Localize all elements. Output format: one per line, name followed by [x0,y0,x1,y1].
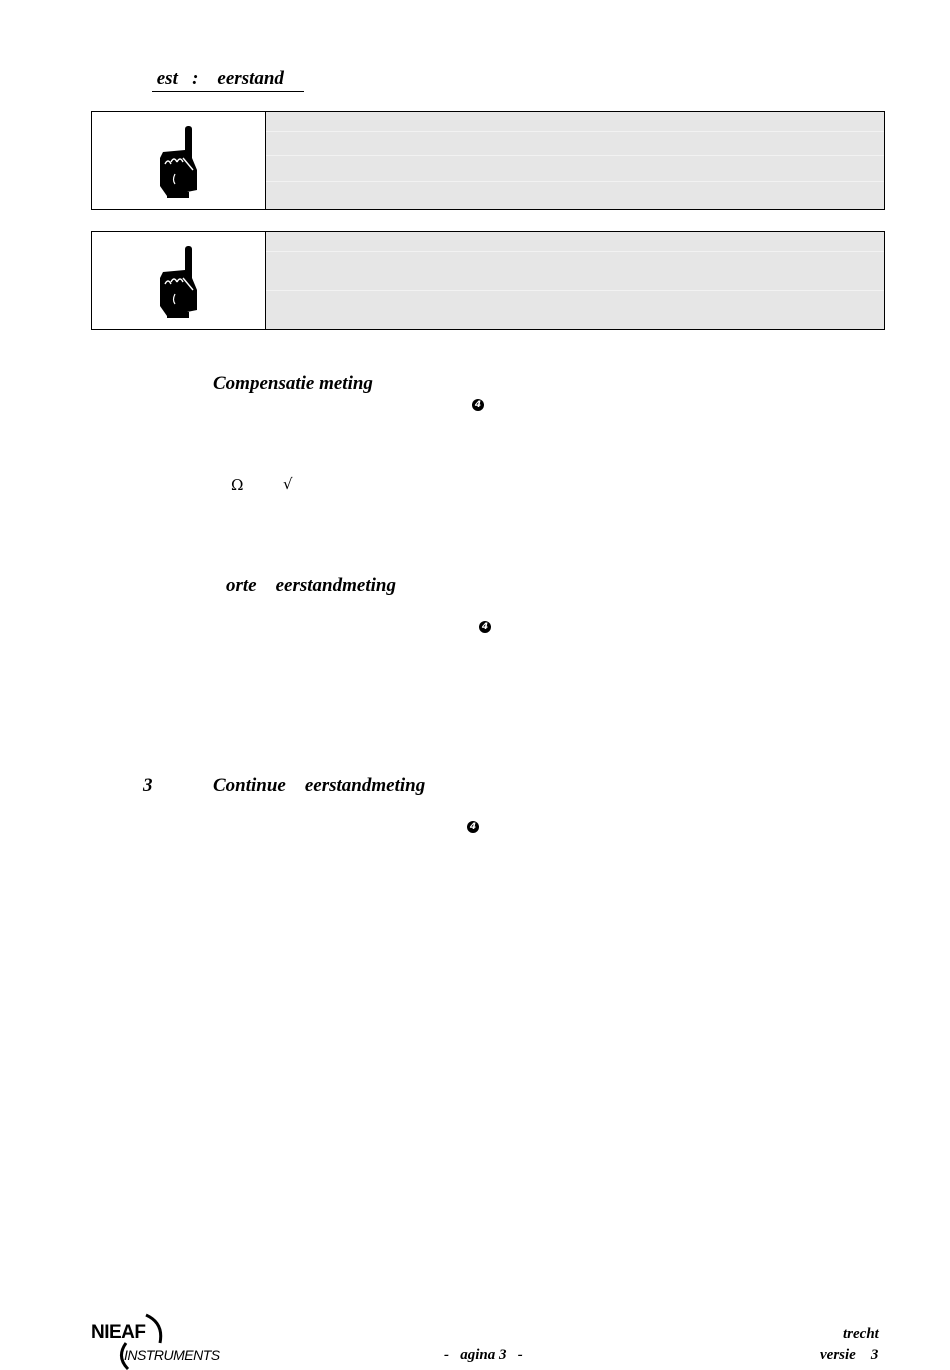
section-heading-short-resistance: orte eerstandmeting [226,575,396,596]
pointing-hand-icon [157,124,201,198]
page-title: est : eerstand [152,68,304,92]
check-symbol: √ [283,475,293,493]
logo-subtitle: INSTRUMENTS [124,1347,220,1363]
footer-city: trecht [843,1326,879,1342]
note-box-1 [91,111,885,210]
page-number: - agina 3 - [444,1347,523,1363]
circled-number-4-icon: 4 [472,399,484,411]
circled-number-4-icon: 4 [479,621,491,633]
section-heading-compensation: Compensatie meting [213,373,373,394]
pointing-hand-icon [157,244,201,318]
section-number: 3 [143,775,153,796]
note-box-2 [91,231,885,330]
logo-wordmark: NIEAF [91,1322,146,1343]
circled-number-4-icon: 4 [467,821,479,833]
footer-version: versie 3 [820,1347,879,1363]
ohm-symbol: Ω [231,476,244,494]
section-heading-continuous-resistance: Continue eerstandmeting [213,775,426,796]
